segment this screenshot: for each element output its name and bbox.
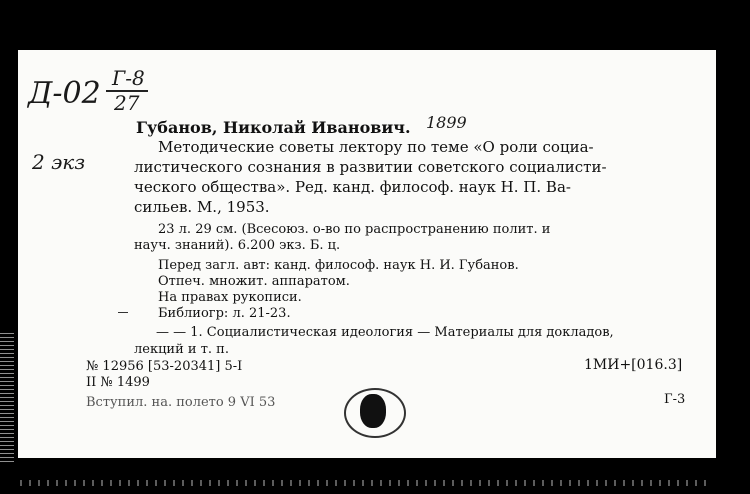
handwritten-year: 1899 [426,113,467,132]
title-line-3: ческого общества». Ред. канд. философ. наук Н. П. Ва- [134,178,571,196]
physical-line-2: науч. знаний). 6.200 экз. Б. ц. [134,238,341,253]
shelf-fraction-bottom: 27 [114,91,140,115]
margin-dash [118,312,128,313]
scan-edge-marks [0,330,14,470]
stamp-ink-blot [360,394,386,428]
title-line-2: листического сознания в развитии советского социалисти- [134,158,607,176]
record-number: № 12956 [53-20341] 5-I [86,359,243,374]
note-author: Перед загл. авт: канд. философ. наук Н. И. Губанов. [158,258,519,273]
subject-line-1: — — 1. Социалистическая идеология — Материалы для докладов, [156,325,614,340]
author-heading: Губанов, Николай Иванович. [136,118,411,137]
scan-bottom-noise [20,480,710,486]
title-line-1: Методические советы лектору по теме «О роли социа- [158,138,594,156]
note-bibliography: Библиогр: л. 21-23. [158,306,291,321]
note-reproduction: Отпеч. множит. аппаратом. [158,274,350,289]
note-rights: На правах рукописи. [158,290,302,305]
record-date: Вступил. на. полето 9 VI 53 [86,395,276,410]
record-copies: II № 1499 [86,375,150,390]
scan-bottom-bar [0,462,750,494]
handwritten-copies: 2 экз [32,150,86,174]
title-line-4: сильев. М., 1953. [134,198,270,216]
physical-line-1: 23 л. 29 см. (Всесоюз. о-во по распространению полит. и [158,222,551,237]
classification-code: 1МИ+[016.3] [584,357,683,373]
shelf-fraction-top: Г-8 [112,66,145,90]
shelf-mark: Д-02 [28,76,101,111]
classification-mark: Г-3 [664,392,686,407]
subject-line-2: лекций и т. п. [134,342,229,357]
